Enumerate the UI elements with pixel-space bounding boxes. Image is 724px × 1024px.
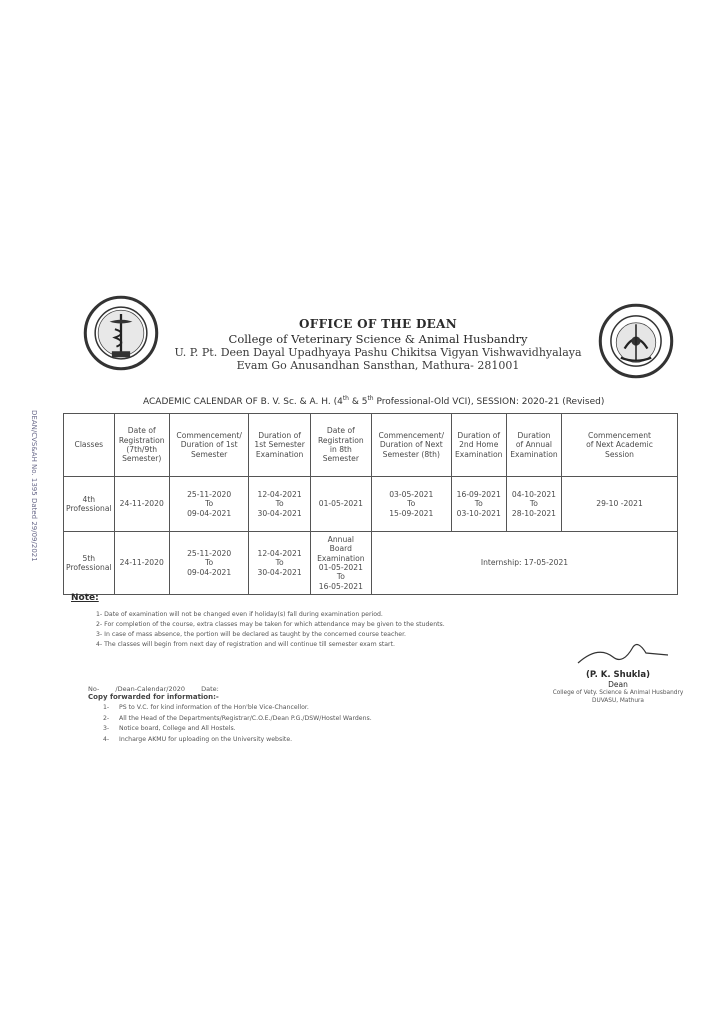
- letterhead: [168, 317, 588, 372]
- header-cell: [64, 414, 115, 477]
- academic-calendar-table: [63, 413, 678, 595]
- cell-line: Examination: [454, 449, 503, 459]
- annual-board-exam-cell: [310, 532, 371, 595]
- commencement-cell: [169, 477, 249, 532]
- next-semester-cell: [371, 477, 451, 532]
- cell-line: Semester: [190, 449, 228, 459]
- class-cell: [64, 532, 115, 595]
- cell-line: 01-05-2021: [318, 563, 363, 572]
- header-cell: [169, 414, 249, 477]
- notes-list: [96, 610, 566, 650]
- cell-line: To: [275, 499, 284, 509]
- cell-line: To: [336, 572, 345, 582]
- college-emblem-icon: [83, 295, 159, 371]
- cell-line: Commencement/: [176, 430, 242, 440]
- cell-line: 30-04-2021: [257, 567, 302, 577]
- cell-line: 03-10-2021: [456, 508, 501, 518]
- cell-line: 04-10-2021: [511, 489, 556, 499]
- signatory-name: (P. K. Shukla): [586, 670, 650, 680]
- cell-line: To: [407, 499, 416, 509]
- cell-line: of Next Academic: [586, 440, 653, 450]
- header-cell: [506, 414, 561, 477]
- cell-line: 16-09-2021: [456, 489, 501, 499]
- cell-line: 09-04-2021: [187, 567, 232, 577]
- cell-line: Duration of: [258, 430, 301, 440]
- note-item: 1- Date of examination will not be changed even if holiday(s) fall during examination period.: [96, 611, 383, 618]
- cell-line: 12-04-2021: [257, 548, 302, 558]
- exam-cell: [249, 532, 310, 595]
- address: Evam Go Anusandhan Sansthan, Mathura- 281001: [236, 359, 520, 372]
- signature-mark-icon: [538, 635, 698, 670]
- cell-line: To: [205, 558, 214, 568]
- cell-line: To: [529, 499, 538, 509]
- cell-line: of Annual: [515, 440, 552, 450]
- registration-cell: 24-11-2020: [114, 477, 169, 532]
- next-session-cell: 29-10 -2021: [562, 477, 678, 532]
- header-cell: [371, 414, 451, 477]
- cell-line: Examination: [255, 449, 304, 459]
- cell-line: Duration: [517, 430, 551, 440]
- university-name: U. P. Pt. Deen Dayal Upadhyaya Pashu Chikitsa Vigyan Vishwavidhyalaya: [174, 346, 582, 359]
- internship-cell: Internship: 17-05-2021: [371, 532, 677, 595]
- cell-line: 15-09-2021: [389, 508, 434, 518]
- cell-line: 25-11-2020: [187, 489, 232, 499]
- class-cell: [64, 477, 115, 532]
- header-cell: [310, 414, 371, 477]
- cell-line: 25-11-2020: [187, 548, 232, 558]
- cell-line: Date of: [326, 426, 355, 436]
- cell-line: Examination: [510, 449, 558, 459]
- cell-line: 2nd Home: [459, 440, 499, 450]
- registration-cell: 24-11-2020: [114, 532, 169, 595]
- cell-line: 30-04-2021: [257, 508, 302, 518]
- copy-item: 3- Notice board, College and All Hostels.: [103, 725, 236, 732]
- signatory-org: College of Vety. Science & Animal Husbandry: [552, 690, 684, 696]
- table-row: [64, 477, 678, 532]
- cell-line: in 8th: [329, 445, 352, 454]
- university-emblem-icon: [598, 303, 674, 379]
- cell-line: 28-10-2021: [511, 508, 556, 518]
- cell-line: Commencement/: [378, 430, 445, 440]
- cell-line: Professional: [66, 563, 112, 572]
- office-title: OFFICE OF THE DEAN: [299, 317, 457, 331]
- table-row: [64, 532, 678, 595]
- cell-line: Commencement: [588, 430, 651, 440]
- signatory-title: Dean: [608, 680, 628, 689]
- exam-cell: [249, 477, 310, 532]
- copy-forwarded-heading: Copy forwarded for information:-: [88, 693, 219, 701]
- cell-line: Duration of 1st: [180, 440, 238, 450]
- note-item: 2- For completion of the course, extra classes may be taken for which attendance may be given to the students.: [96, 621, 445, 628]
- cell-line: Duration of Next: [379, 440, 443, 450]
- cell-line: Annual: [327, 534, 355, 544]
- annual-exam-cell: [506, 477, 561, 532]
- cell-line: Board: [329, 544, 352, 554]
- signatory-org-city: DUVASU, Mathura: [592, 698, 644, 704]
- cell-line: 16-05-2021: [318, 581, 363, 591]
- cell-line: To: [275, 558, 284, 568]
- cell-line: 5th: [82, 553, 96, 563]
- cell-line: To: [205, 499, 214, 509]
- cell-line: 4th: [82, 494, 96, 504]
- cell-line: Semester (8th): [382, 449, 440, 459]
- cell-line: Semester: [322, 454, 359, 464]
- cell-line: Semester): [122, 454, 162, 464]
- registration8-cell: 01-05-2021: [310, 477, 371, 532]
- header-cell: [249, 414, 310, 477]
- header-cell: [562, 414, 678, 477]
- home-exam-cell: [451, 477, 506, 532]
- copy-item: 1- PS to V.C. for kind information of the Hon'ble Vice-Chancellor.: [103, 704, 309, 711]
- copy-item: 4- Incharge AKMU for uploading on the University website.: [103, 735, 293, 743]
- college-name: College of Veterinary Science & Animal Husbandry: [228, 332, 528, 346]
- cell-line: Registration: [118, 435, 165, 445]
- commencement-cell: [169, 532, 249, 595]
- cell-line: 1st Semester: [254, 440, 305, 450]
- calendar-title: ACADEMIC CALENDAR OF B. V. Sc. & A. H. (4th & 5th Professional-Old VCI), SESSION: 2020-21 (Revised): [143, 395, 605, 407]
- cell-line: 03-05-2021: [389, 489, 434, 499]
- cell-line: Professional: [66, 504, 112, 513]
- header-cell: [114, 414, 169, 477]
- copy-item: 2- All the Head of the Departments/Registrar/C.O.E./Dean P.G./DSW/Hostel Wardens.: [103, 714, 372, 722]
- signature-block: [538, 635, 698, 705]
- cell-line: Duration of: [457, 430, 501, 440]
- cell-line: Registration: [317, 435, 364, 445]
- cell-line: To: [474, 499, 483, 509]
- reference-line: No- /Dean-Calendar/2020 Date:: [88, 685, 219, 693]
- header-cell: [451, 414, 506, 477]
- note-label: Note:: [71, 593, 99, 603]
- note-item: 3- In case of mass absence, the portion will be declared as taught by the concerned course teacher.: [96, 631, 407, 638]
- cell-line: Classes: [74, 440, 104, 450]
- dispatch-stamp: DEAN/CVS&AH No. 1395 Dated 29/09/2021: [30, 410, 38, 562]
- cell-line: Examination: [317, 553, 365, 563]
- cell-line: (7th/9th: [126, 445, 158, 454]
- table-header-row: [64, 414, 678, 477]
- cell-line: 12-04-2021: [257, 489, 302, 499]
- cell-line: Session: [605, 449, 634, 459]
- copy-list: [103, 703, 503, 745]
- document-sheet: [30, 265, 698, 770]
- cell-line: 09-04-2021: [187, 508, 232, 518]
- note-item: 4- The classes will begin from next day of registration and will continue till semester exam start.: [96, 641, 395, 648]
- cell-line: Date of: [127, 426, 156, 436]
